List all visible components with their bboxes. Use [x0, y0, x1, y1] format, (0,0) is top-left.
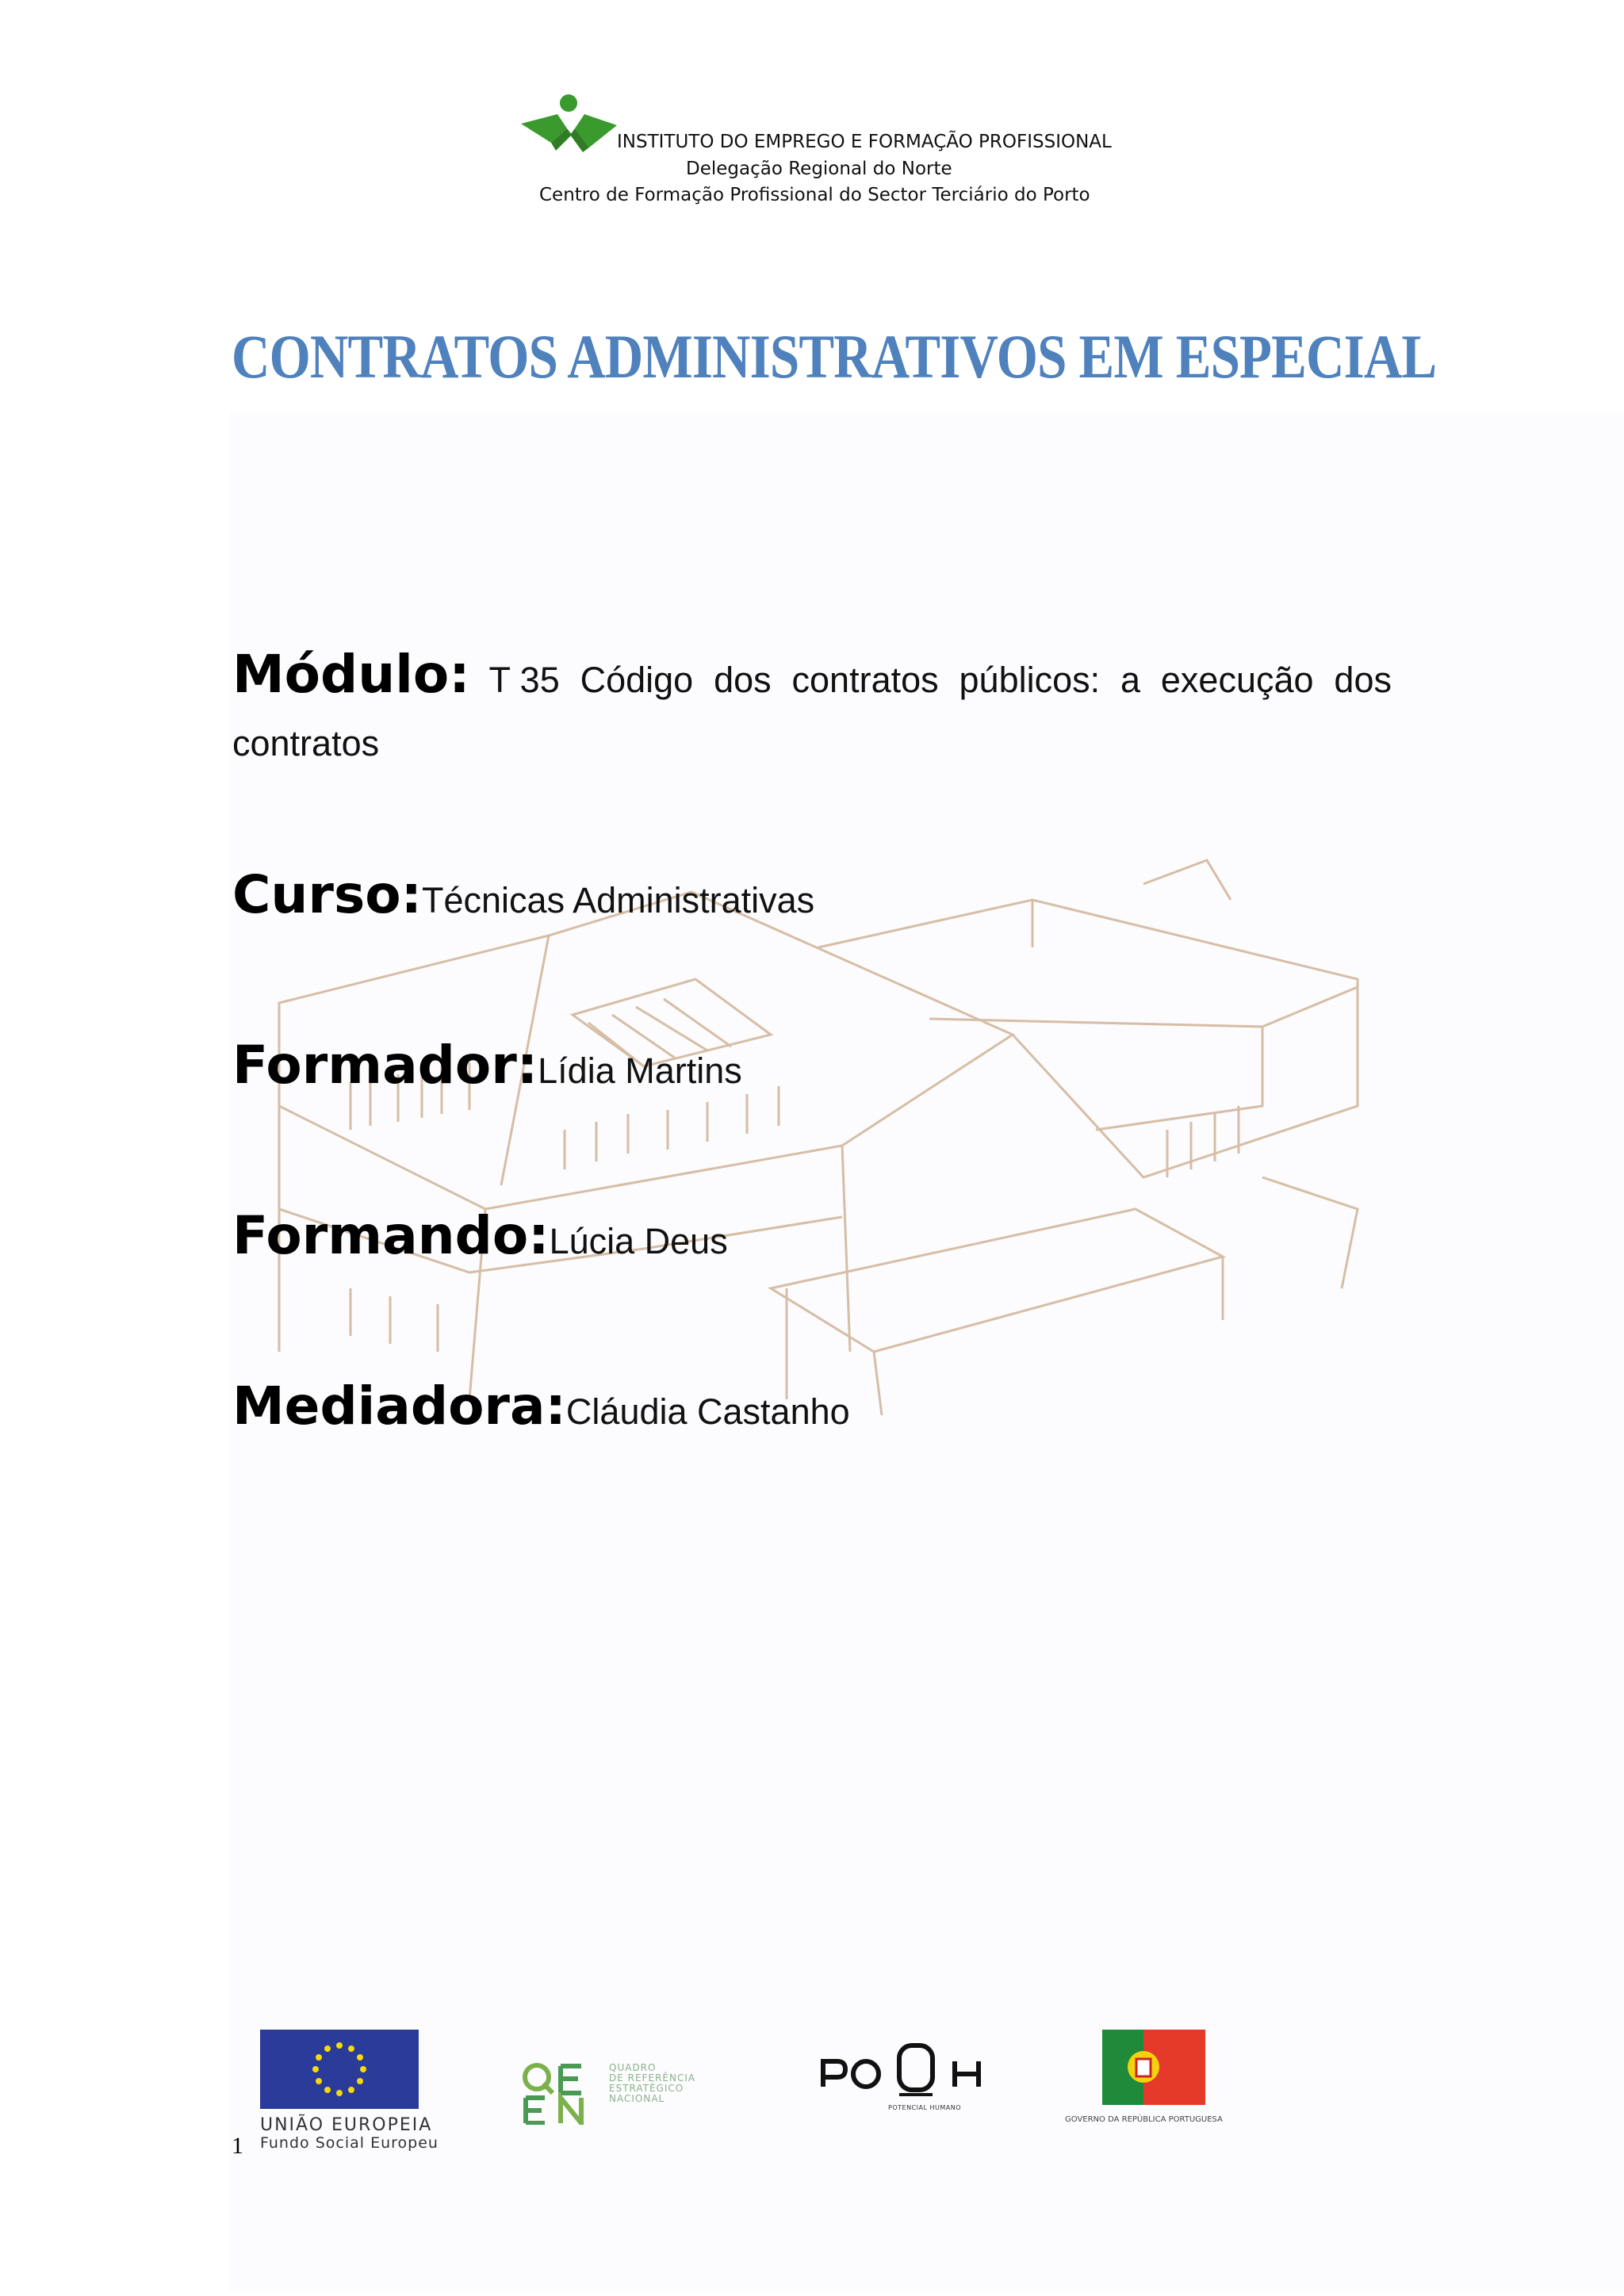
- field-formando-value: Lúcia Deus: [549, 1221, 728, 1261]
- field-formando: [232, 1205, 728, 1266]
- funding-logos-footer: [0, 2014, 1624, 2172]
- header-delegation: Delegação Regional do Norte: [686, 159, 952, 179]
- eu-caption-line2: Fundo Social Europeu: [260, 2134, 439, 2152]
- qren-caption-line: DE REFERÊNCIA: [609, 2072, 696, 2084]
- field-curso: [232, 864, 814, 925]
- field-modulo-word: dos: [714, 660, 772, 700]
- field-modulo-word: T 35: [488, 660, 560, 700]
- iefp-logo: [519, 94, 619, 153]
- page-number: 1: [232, 2133, 243, 2159]
- field-modulo-word: a: [1120, 660, 1141, 700]
- field-modulo-word: execução: [1160, 660, 1314, 700]
- field-modulo-word: dos: [1334, 660, 1392, 700]
- eu-caption-line1: UNIÃO EUROPEIA: [260, 2115, 433, 2135]
- field-modulo-word: públicos:: [959, 660, 1101, 700]
- eu-flag-icon: [260, 2030, 419, 2109]
- field-mediadora-value: Cláudia Castanho: [565, 1391, 850, 1432]
- eu-caption: [260, 2117, 439, 2152]
- field-formador-value: Lídia Martins: [538, 1050, 742, 1091]
- portugal-flag-icon: [1102, 2030, 1205, 2105]
- field-modulo-value-continued: contratos: [232, 723, 380, 763]
- qren-caption: [609, 2063, 695, 2104]
- document-title: CONTRATOS ADMINISTRATIVOS EM ESPECIAL: [232, 322, 1437, 391]
- qren-caption-line: QUADRO: [609, 2062, 657, 2073]
- field-formando-label: Formando:: [232, 1205, 550, 1266]
- qren-caption-line: ESTRATÉGICO: [609, 2083, 684, 2094]
- institution-header: [519, 94, 1122, 212]
- qren-caption-line: NACIONAL: [609, 2093, 665, 2104]
- field-mediadora-label: Mediadora:: [232, 1376, 566, 1437]
- field-modulo-label: Módulo:: [232, 644, 470, 705]
- field-modulo: [232, 644, 1392, 705]
- field-mediadora: [232, 1376, 850, 1437]
- field-curso-label: Curso:: [232, 864, 422, 925]
- poph-caption: POTENCIAL HUMANO: [888, 2104, 961, 2111]
- field-formador: [232, 1035, 742, 1096]
- header-institute-name: INSTITUTO DO EMPREGO E FORMAÇÃO PROFISSIONAL: [617, 132, 1112, 152]
- field-modulo-word: Código: [580, 660, 694, 700]
- building-sketch-image: [232, 844, 1393, 1463]
- field-modulo-word: contratos: [791, 660, 939, 700]
- field-curso-value: Técnicas Administrativas: [422, 880, 815, 920]
- government-caption: GOVERNO DA REPÚBLICA PORTUGUESA: [1065, 2115, 1223, 2124]
- poph-logo: [820, 2031, 1006, 2107]
- field-formador-label: Formador:: [232, 1035, 538, 1096]
- header-center: Centro de Formação Profissional do Sector Terciário do Porto: [539, 185, 1090, 205]
